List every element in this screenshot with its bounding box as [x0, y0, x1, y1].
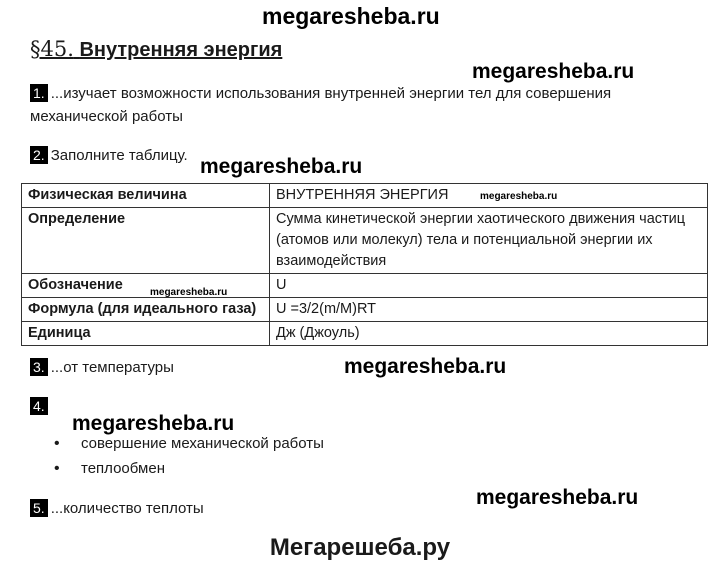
row-label: Единица [22, 322, 270, 346]
row-value: ВНУТРЕННЯЯ ЭНЕРГИЯ [270, 184, 708, 208]
table-row [22, 184, 708, 208]
table-row [22, 274, 708, 298]
section-title-text: Внутренняя энергия [79, 39, 283, 61]
row-label: Формула (для идеального газа) [22, 298, 270, 322]
item-number: 1. [30, 84, 48, 102]
watermark: megaresheba.ru [476, 486, 639, 509]
watermark: megaresheba.ru [480, 191, 558, 202]
item-4 [30, 397, 51, 415]
row-value: U =3/2(m/M)RT [270, 298, 708, 322]
row-value: Дж (Джоуль) [270, 322, 708, 346]
watermark: megaresheba.ru [262, 3, 440, 29]
item-number: 2. [30, 146, 48, 164]
item-2 [30, 146, 188, 164]
footer-site-name: Мегарешеба.ру [269, 534, 451, 561]
item-number: 5. [30, 499, 48, 517]
item-text: ...изучает возможности использования внутренней энергии тел для совершения [50, 85, 612, 102]
watermark: megaresheba.ru [344, 355, 507, 378]
list-item: • теплообмен [46, 458, 324, 483]
row-label: Физическая величина [22, 184, 270, 208]
item-3 [30, 358, 174, 376]
row-label: Обозначение [22, 274, 270, 298]
watermark: megaresheba.ru [200, 155, 363, 178]
table-row [22, 322, 708, 346]
watermark: megaresheba.ru [72, 412, 235, 435]
section-title [30, 37, 282, 62]
item-number: 3. [30, 358, 48, 376]
item-1-continuation: механической работы [30, 108, 183, 125]
row-label: Определение [22, 208, 270, 274]
watermark: megaresheba.ru [150, 287, 228, 298]
item-4-list [46, 433, 324, 483]
section-number: §45. [30, 37, 74, 61]
table-row [22, 298, 708, 322]
item-text: ...от температуры [50, 359, 174, 376]
item-number: 4. [30, 397, 48, 415]
watermark: megaresheba.ru [472, 60, 635, 83]
table-row [22, 208, 708, 274]
item-text: Заполните таблицу. [50, 147, 188, 164]
item-5 [30, 499, 204, 517]
row-value: U [270, 274, 708, 298]
item-1 [30, 84, 611, 102]
list-item: • совершение механической работы [46, 433, 324, 458]
quantity-table [21, 183, 708, 346]
item-text: ...количество теплоты [50, 500, 204, 517]
row-value: Сумма кинетической энергии хаотического движения частиц (атомов или молекул) тела и потенциальной энергии их взаимодействия [270, 208, 708, 274]
